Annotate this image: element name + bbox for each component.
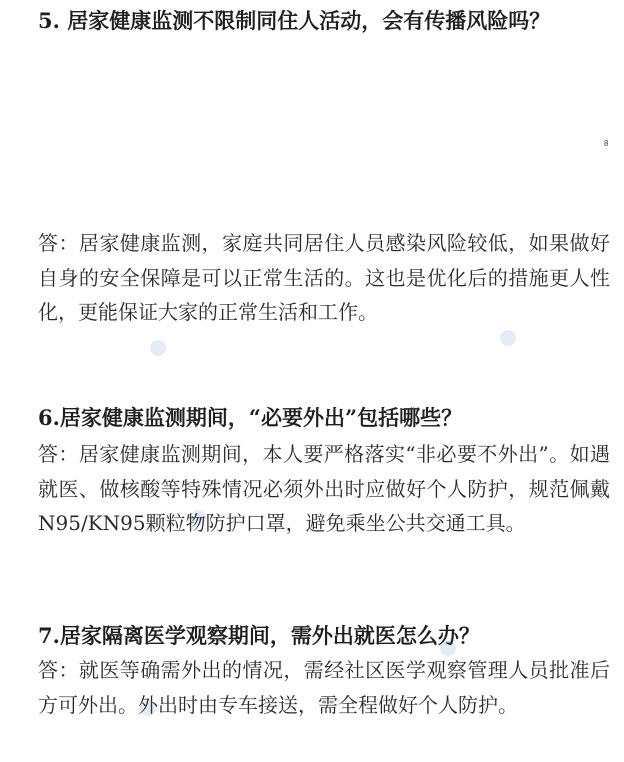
question-5-heading: 5. 居家健康监测不限制同住人活动，会有传播风险吗？ — [38, 8, 551, 33]
question-6-heading: 6.居家健康监测期间，“必要外出”包括哪些？ — [38, 405, 463, 430]
page-number: 8 — [604, 139, 609, 148]
question-7-heading: 7.居家隔离医学观察期间，需外出就医怎么办？ — [38, 623, 480, 648]
people-daily-logo-icon — [147, 337, 169, 359]
answer-5-text: 答：居家健康监测，家庭共同居住人员感染风险较低，如果做好自身的安全保障是可以正常生活的。这也是优化后的措施更人性化，更能保证大家的正常生活和工作。 — [38, 231, 610, 324]
answer-6-text: 答：居家健康监测期间，本人要严格落实“非必要不外出”。如遇就医、做核酸等特殊情况必须外出时应做好个人防护，规范佩戴N95/KN95颗粒物防护口罩，避免乘坐公共交通工具。 — [38, 442, 610, 535]
answer-7-text: 答：就医等确需外出的情况，需经社区医学观察管理人员批准后方可外出。外出时由专车接送，需全程做好个人防护。 — [38, 658, 610, 717]
watermark — [147, 337, 169, 359]
people-daily-logo-icon — [497, 327, 519, 349]
watermark — [497, 327, 519, 349]
